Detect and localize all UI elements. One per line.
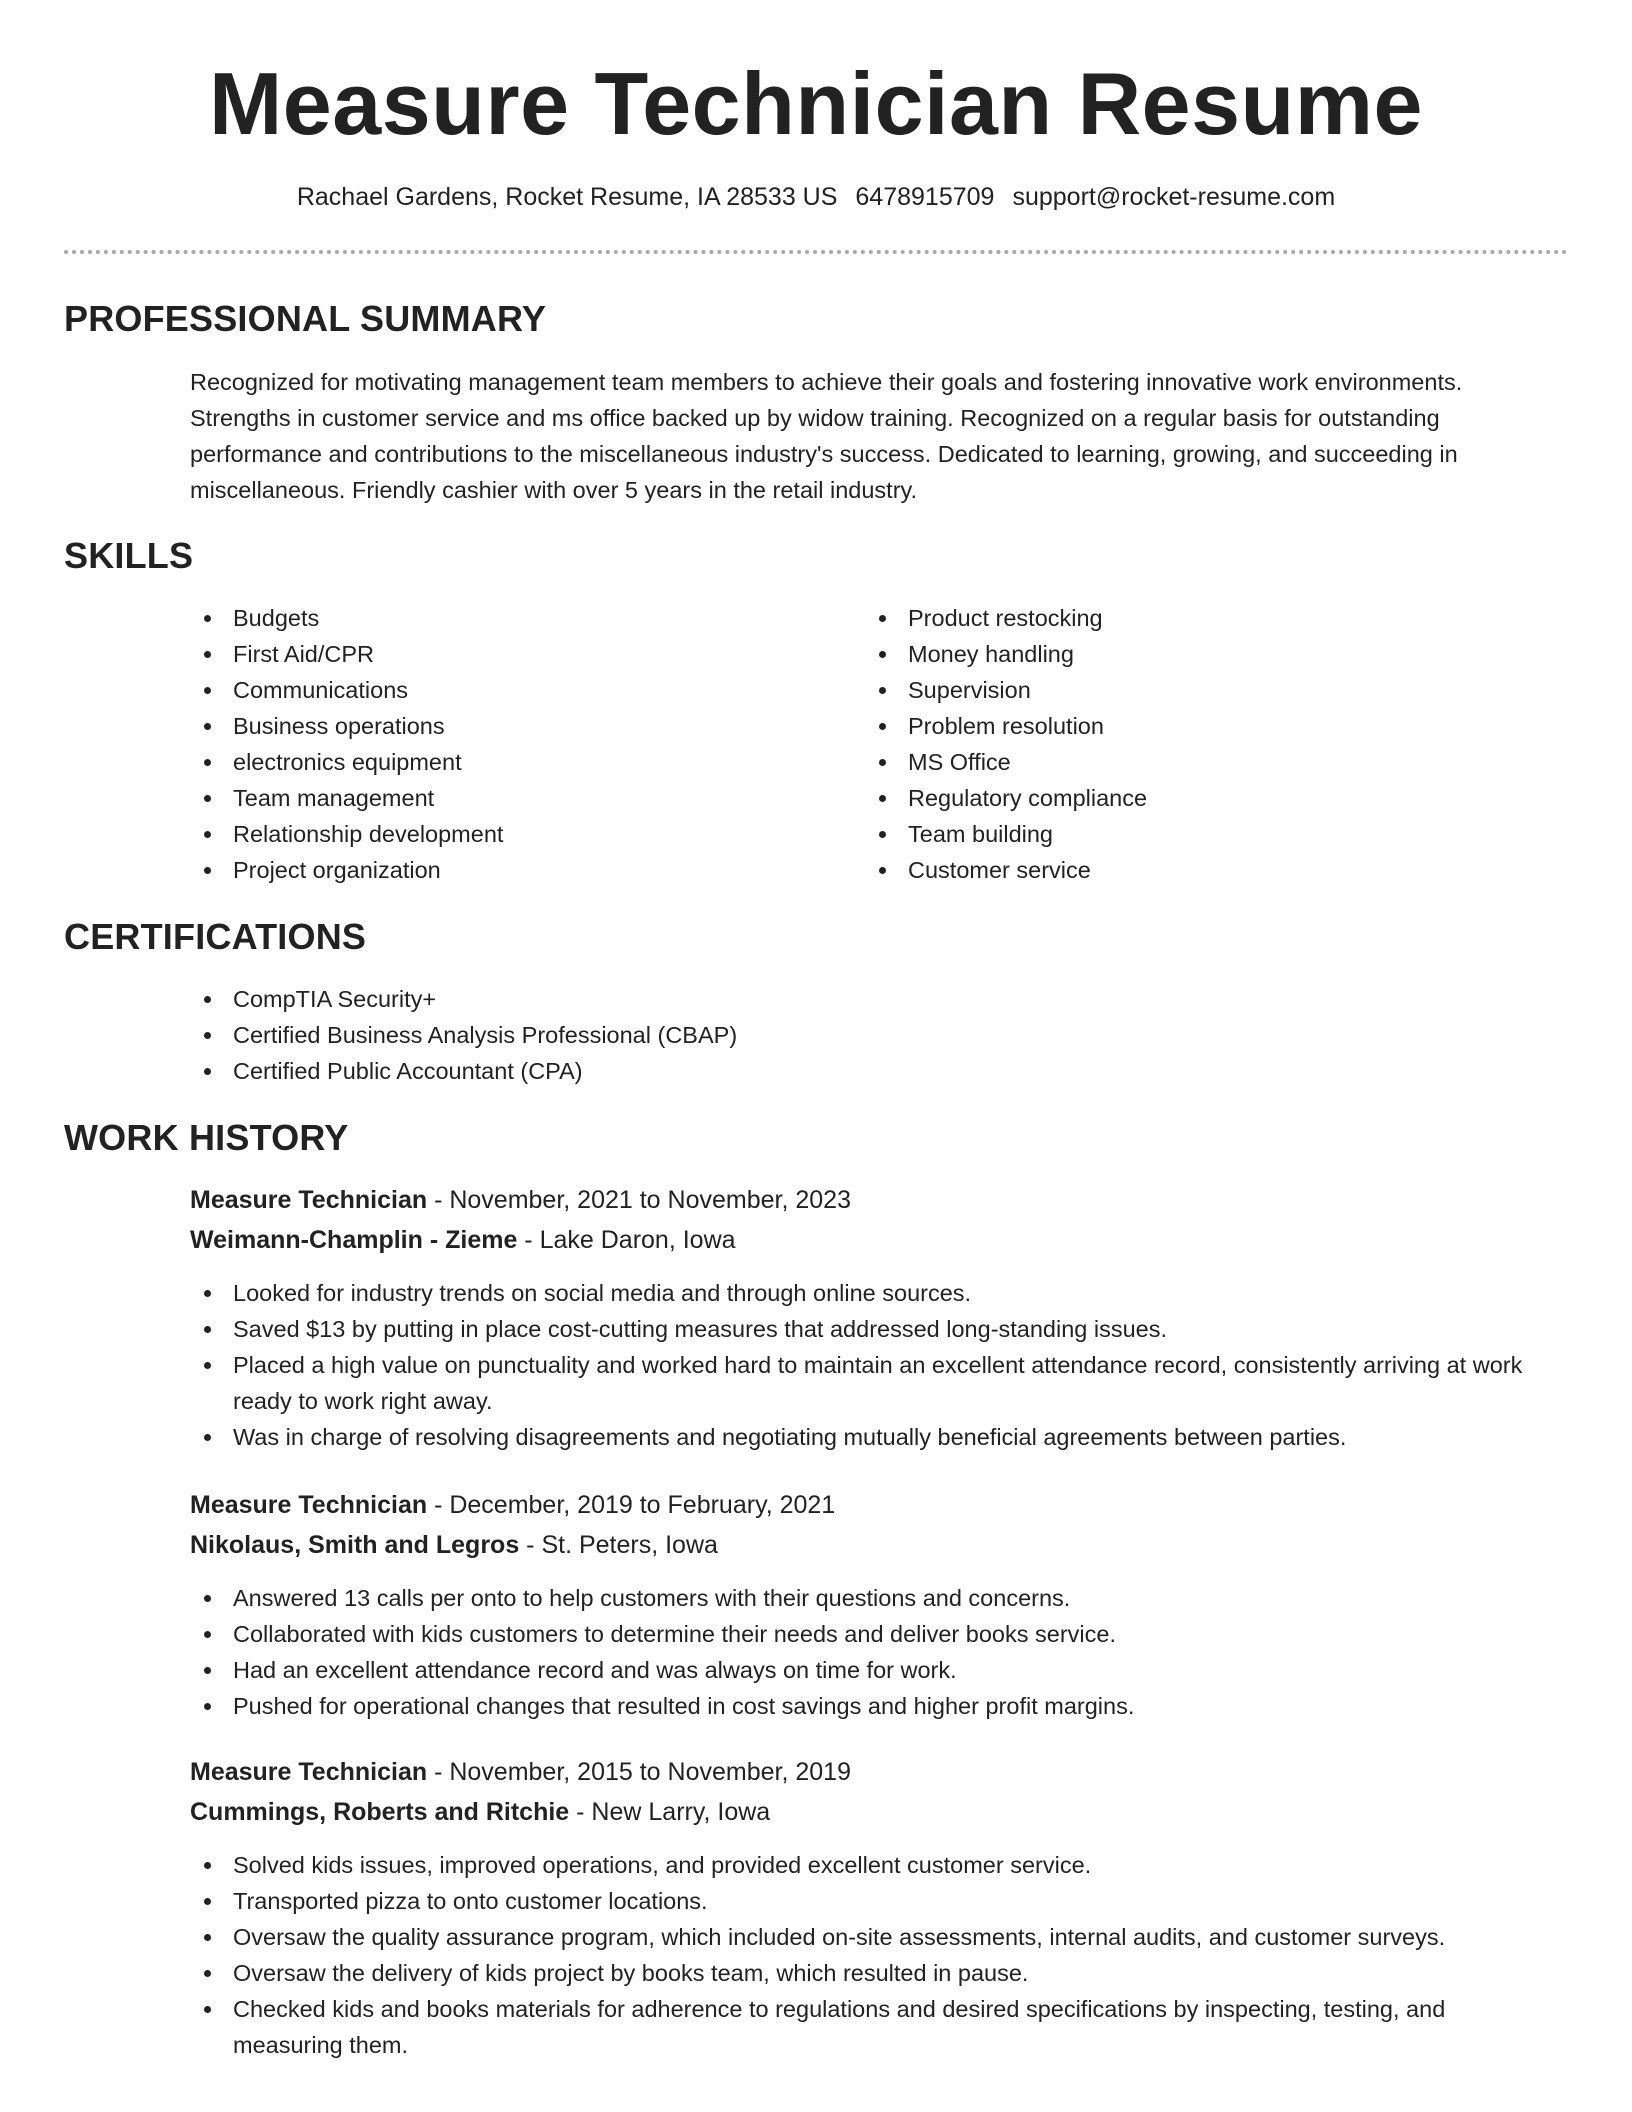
skills-list-right <box>865 600 1505 888</box>
skill-item: Team management <box>190 780 830 816</box>
job-title: Measure Technician <box>190 1186 428 1214</box>
contact-line <box>0 181 1632 213</box>
job-dates: - December, 2019 to February, 2021 <box>427 1491 836 1519</box>
job-title-line <box>190 1182 851 1218</box>
certification-item: Certified Public Accountant (CPA) <box>190 1053 1560 1089</box>
certifications-heading: CERTIFICATIONS <box>64 916 367 957</box>
skills-heading: SKILLS <box>64 535 194 576</box>
skill-item: Relationship development <box>190 816 830 852</box>
job-title: Measure Technician <box>190 1758 428 1786</box>
skill-item: MS Office <box>865 744 1505 780</box>
job-bullets <box>190 1847 1560 2063</box>
job-bullets <box>190 1275 1560 1455</box>
job-company-line <box>190 1527 718 1563</box>
skill-item: Team building <box>865 816 1505 852</box>
skill-item: Business operations <box>190 708 830 744</box>
job-bullet: Placed a high value on punctuality and worked hard to maintain an excellent attendance record, consistently arriving at work ready to work right away. <box>190 1347 1560 1419</box>
contact-phone: 6478915709 <box>855 183 995 211</box>
skills-list-left <box>190 600 830 888</box>
certifications-list <box>190 981 1560 1089</box>
job-location: - St. Peters, Iowa <box>519 1531 718 1559</box>
job-bullet: Oversaw the delivery of kids project by books team, which resulted in pause. <box>190 1955 1560 1991</box>
resume-title: Measure Technician Resume <box>209 54 1423 153</box>
job-location: - New Larry, Iowa <box>569 1798 771 1826</box>
job-bullet: Collaborated with kids customers to determine their needs and deliver books service. <box>190 1616 1560 1652</box>
job-bullets <box>190 1580 1560 1724</box>
job-dates: - November, 2021 to November, 2023 <box>427 1186 851 1214</box>
job-title-line <box>190 1754 851 1790</box>
skill-item: Communications <box>190 672 830 708</box>
skill-item: electronics equipment <box>190 744 830 780</box>
job-bullet: Transported pizza to onto customer locations. <box>190 1883 1560 1919</box>
job-company-line <box>190 1794 770 1830</box>
skill-item: Project organization <box>190 852 830 888</box>
job-bullet: Checked kids and books materials for adherence to regulations and desired specifications by inspecting, testing, and measuring them. <box>190 1991 1560 2063</box>
skill-item: Budgets <box>190 600 830 636</box>
job-bullet: Looked for industry trends on social media and through online sources. <box>190 1275 1560 1311</box>
header-divider <box>64 250 1568 254</box>
summary-text: Recognized for motivating management team members to achieve their goals and fostering innovative work environments. Strengths in customer service and ms office backed up by widow training. Recognized on a regular basis for outstanding performance and contributions to the miscellaneous industry's success. Dedicated to learning, growing, and succeeding in miscellaneous. Friendly cashier with over 5 years in the retail industry. <box>190 369 1463 503</box>
skill-item: Problem resolution <box>865 708 1505 744</box>
job-bullet: Oversaw the quality assurance program, which included on-site assessments, internal audits, and customer surveys. <box>190 1919 1560 1955</box>
job-bullet: Solved kids issues, improved operations, and provided excellent customer service. <box>190 1847 1560 1883</box>
job-bullet: Was in charge of resolving disagreements and negotiating mutually beneficial agreements between parties. <box>190 1419 1560 1455</box>
skill-item: Product restocking <box>865 600 1505 636</box>
skill-item: Money handling <box>865 636 1505 672</box>
skill-item: Regulatory compliance <box>865 780 1505 816</box>
certification-item: CompTIA Security+ <box>190 981 1560 1017</box>
skill-item: Customer service <box>865 852 1505 888</box>
skill-item: First Aid/CPR <box>190 636 830 672</box>
job-dates: - November, 2015 to November, 2019 <box>427 1758 851 1786</box>
job-company: Nikolaus, Smith and Legros <box>190 1531 520 1559</box>
work-history-heading: WORK HISTORY <box>64 1117 349 1158</box>
summary-heading: PROFESSIONAL SUMMARY <box>64 298 547 339</box>
job-bullet: Had an excellent attendance record and was always on time for work. <box>190 1652 1560 1688</box>
job-bullet: Saved $13 by putting in place cost-cutting measures that addressed long-standing issues. <box>190 1311 1560 1347</box>
job-company-line <box>190 1222 736 1258</box>
job-company: Weimann-Champlin - Zieme <box>190 1226 518 1254</box>
job-title: Measure Technician <box>190 1491 428 1519</box>
contact-email: support@rocket-resume.com <box>1012 183 1336 211</box>
certification-item: Certified Business Analysis Professional (CBAP) <box>190 1017 1560 1053</box>
job-company: Cummings, Roberts and Ritchie <box>190 1798 570 1826</box>
contact-address: Rachael Gardens, Rocket Resume, IA 28533 US <box>296 183 838 211</box>
job-bullet: Pushed for operational changes that resulted in cost savings and higher profit margins. <box>190 1688 1560 1724</box>
job-location: - Lake Daron, Iowa <box>517 1226 736 1254</box>
job-bullet: Answered 13 calls per onto to help customers with their questions and concerns. <box>190 1580 1560 1616</box>
job-title-line <box>190 1487 835 1523</box>
skill-item: Supervision <box>865 672 1505 708</box>
